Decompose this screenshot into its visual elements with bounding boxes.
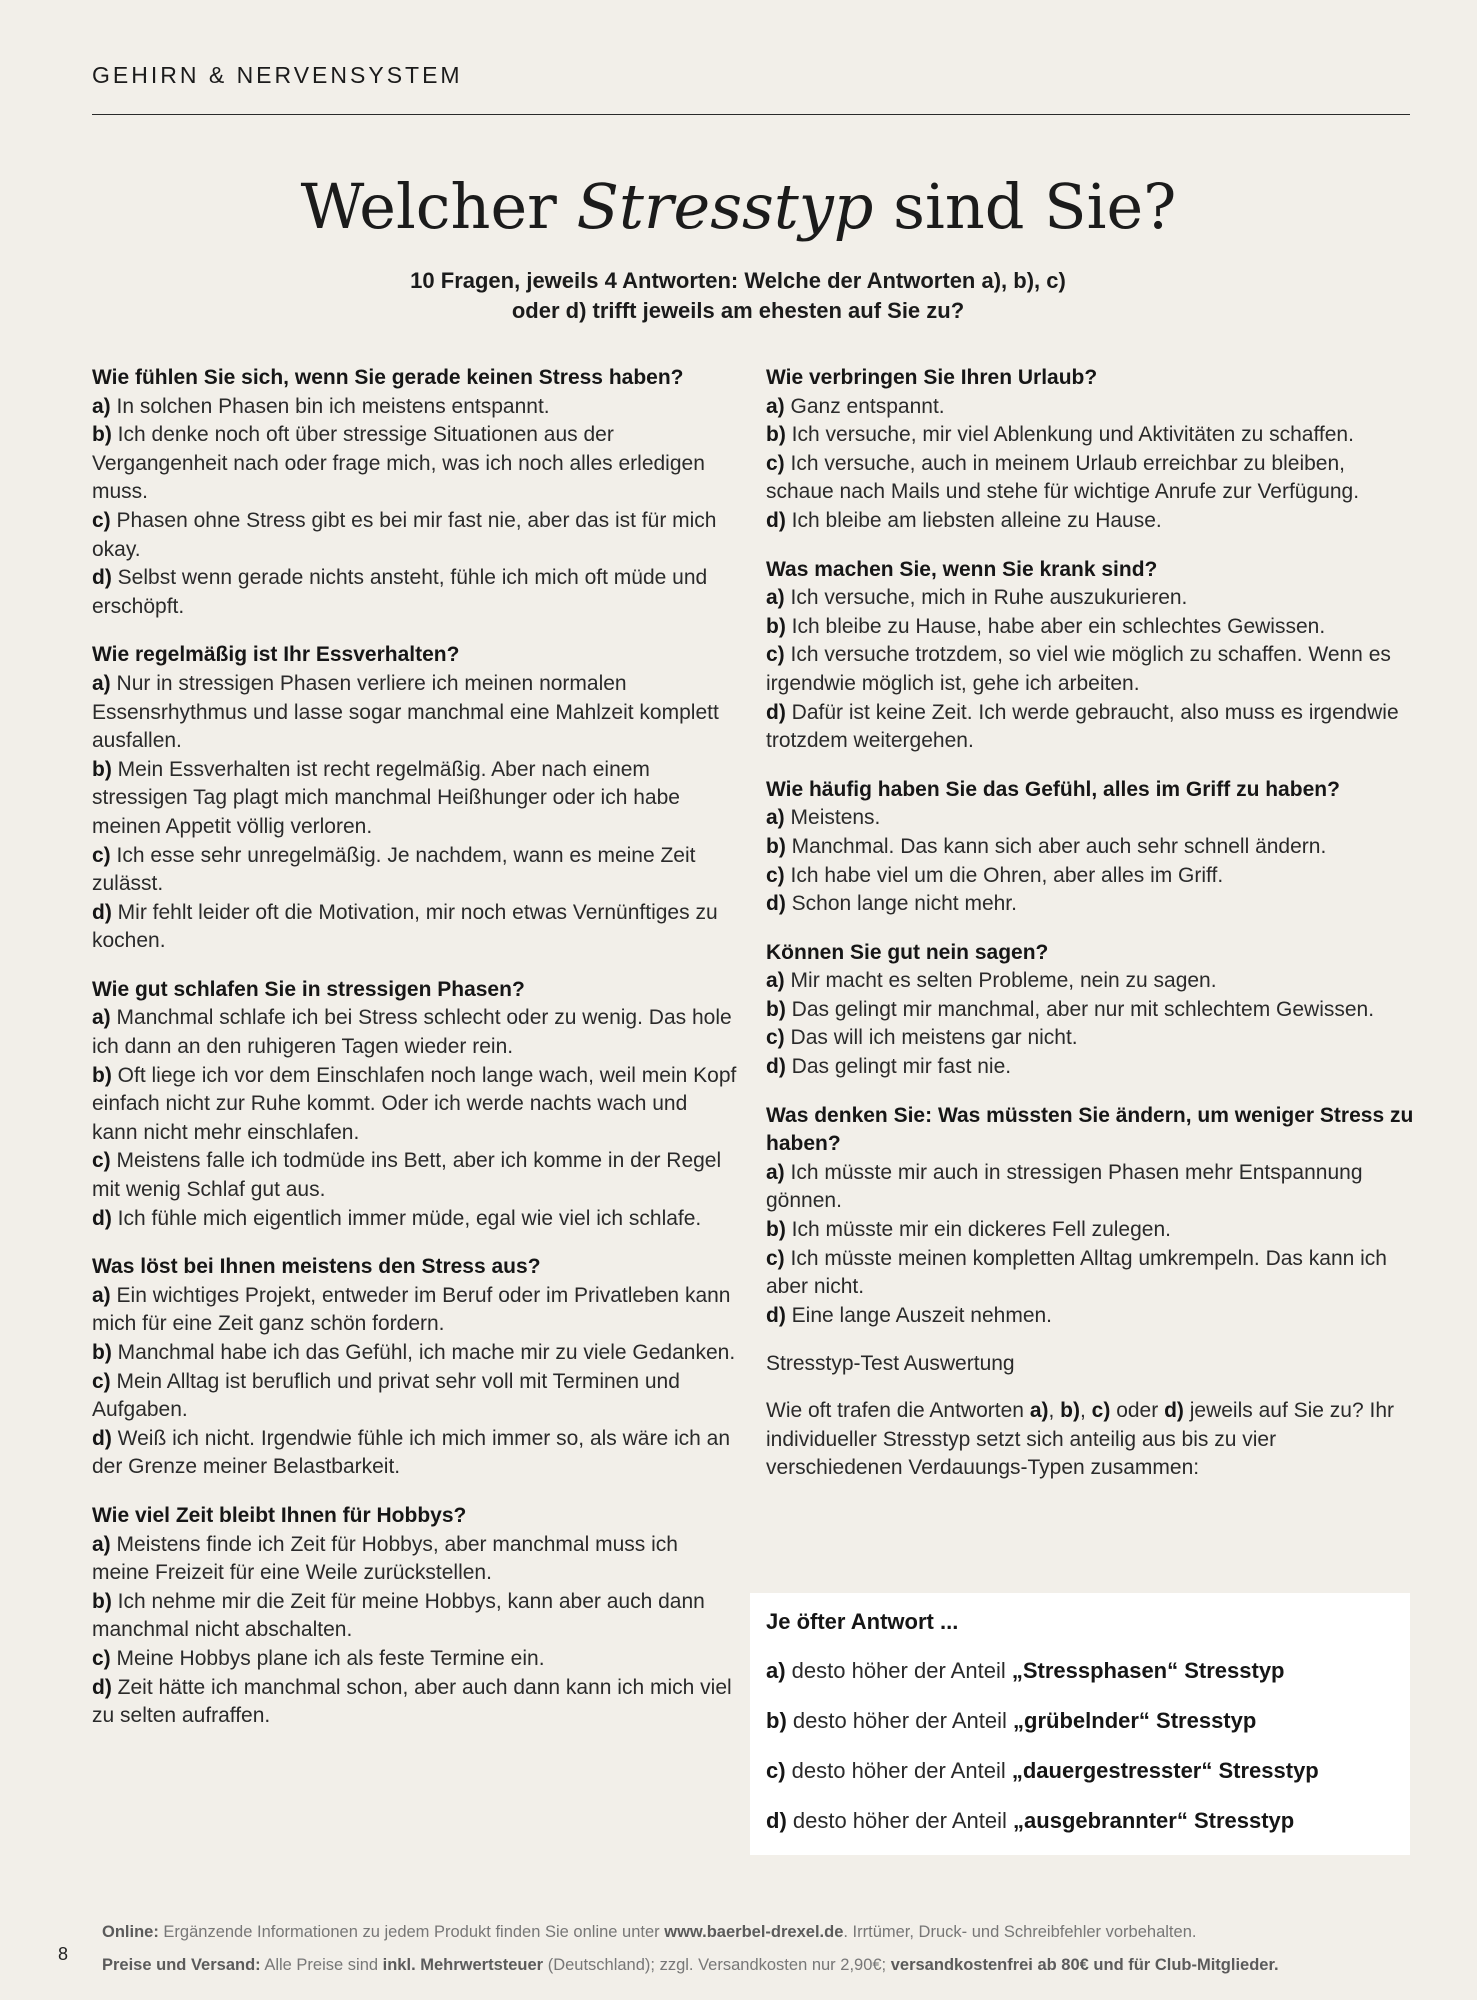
question-block — [766, 364, 1416, 536]
answer-option: a) Meistens finde ich Zeit für Hobbys, aber manchmal muss ich meine Freizeit für eine Weile zurückstellen. — [92, 1532, 678, 1585]
evaluation-text: Wie oft trafen die Antworten a), b), c) oder d) jeweils auf Sie zu? Ihr individueller Stresstyp setzt sich anteilig aus bis zu vier verschiedenen Verdauungs-Typen zusammen: — [766, 1399, 1394, 1480]
answer-option: c) Meistens falle ich todmüde ins Bett, aber ich komme in der Regel mit wenig Schlaf gut aus. — [92, 1149, 722, 1202]
answer-option: d) Ich bleibe am liebsten alleine zu Hause. — [766, 508, 1162, 532]
question-title: Wie gut schlafen Sie in stressigen Phasen? — [92, 977, 525, 1001]
questions-right-column — [766, 364, 1416, 1483]
question-block — [92, 641, 737, 956]
answer-option: d) Ich fühle mich eigentlich immer müde, egal wie viel ich schlafe. — [92, 1206, 702, 1230]
answer-option: d) Weiß ich nicht. Irgendwie fühle ich mich immer so, als wäre ich an der Grenze meiner Belastbarkeit. — [92, 1426, 731, 1479]
answer-option: b) Manchmal. Das kann sich aber auch sehr schnell ändern. — [766, 834, 1327, 858]
footer-prices-line: Preise und Versand: Alle Preise sind inkl. Mehrwertsteuer (Deutschland); zzgl. Versandkosten nur 2,90€; versandkostenfrei ab 80€ und für Club-Mitglieder. — [102, 1956, 1279, 1974]
result-row: c) desto höher der Anteil „dauergestresster“ Stresstyp — [766, 1758, 1319, 1783]
question-title: Wie fühlen Sie sich, wenn Sie gerade keinen Stress haben? — [92, 366, 684, 389]
page-number: 8 — [58, 1944, 69, 1964]
answer-option: a) Ich müsste mir auch in stressigen Phasen mehr Entspannung gönnen. — [766, 1160, 1363, 1213]
page-subtitle: 10 Fragen, jeweils 4 Antworten: Welche der Antworten a), b), c) oder d) trifft jeweils am ehesten auf Sie zu? — [410, 268, 1066, 323]
website-link[interactable]: www.baerbel-drexel.de — [664, 1923, 844, 1941]
answer-option: b) Das gelingt mir manchmal, aber nur mit schlechtem Gewissen. — [766, 997, 1375, 1021]
question-block — [766, 939, 1416, 1082]
answer-option: c) Ich müsste meinen kompletten Alltag umkrempeln. Das kann ich aber nicht. — [766, 1246, 1387, 1299]
answer-option: d) Zeit hätte ich manchmal schon, aber auch dann kann ich mich viel zu selten aufraffen. — [92, 1675, 732, 1728]
header-divider — [92, 114, 1410, 115]
answer-option: a) Ganz entspannt. — [766, 394, 945, 418]
answer-option: a) Meistens. — [766, 806, 881, 830]
question-title: Wie häufig haben Sie das Gefühl, alles im Griff zu haben? — [766, 777, 1340, 801]
answer-option: a) In solchen Phasen bin ich meistens entspannt. — [92, 394, 550, 418]
answer-option: c) Meine Hobbys plane ich als feste Termine ein. — [92, 1646, 545, 1670]
result-box-title: Je öfter Antwort ... — [766, 1609, 959, 1634]
result-box — [750, 1593, 1410, 1855]
answer-option: d) Dafür ist keine Zeit. Ich werde gebraucht, also muss es irgendwie trotzdem weitergehen. — [766, 700, 1399, 753]
question-title: Wie verbringen Sie Ihren Urlaub? — [766, 366, 1098, 389]
question-title: Was machen Sie, wenn Sie krank sind? — [766, 557, 1158, 581]
questions-left-column — [92, 364, 737, 1751]
question-title: Wie regelmäßig ist Ihr Essverhalten? — [92, 643, 460, 667]
answer-option: c) Ich esse sehr unregelmäßig. Je nachdem, wann es meine Zeit zulässt. — [92, 843, 696, 896]
footer — [102, 1916, 1422, 1982]
question-title: Können Sie gut nein sagen? — [766, 940, 1049, 964]
section-label: GEHIRN & NERVENSYSTEM — [92, 62, 463, 88]
answer-option: a) Ein wichtiges Projekt, entweder im Beruf oder im Privatleben kann mich für eine Zeit ganz schön fordern. — [92, 1283, 731, 1336]
question-block — [766, 556, 1416, 756]
question-block — [92, 364, 737, 621]
answer-option: b) Mein Essverhalten ist recht regelmäßig. Aber nach einem stressigen Tag plagt mich manchmal Heißhunger oder ich habe meinen Appetit völlig verloren. — [92, 757, 680, 838]
answer-option: d) Eine lange Auszeit nehmen. — [766, 1303, 1053, 1327]
question-block — [766, 776, 1416, 919]
answer-option: b) Ich nehme mir die Zeit für meine Hobbys, kann aber auch dann manchmal nicht abschalten. — [92, 1589, 705, 1642]
answer-option: a) Nur in stressigen Phasen verliere ich meinen normalen Essensrhythmus und lasse sogar manchmal eine Mahlzeit komplett ausfallen. — [92, 671, 719, 753]
question-block — [766, 1102, 1416, 1331]
answer-option: b) Ich denke noch oft über stressige Situationen aus der Vergangenheit nach oder frage mich, was ich noch alles erledigen muss. — [92, 423, 705, 504]
answer-option: d) Selbst wenn gerade nichts ansteht, fühle ich mich oft müde und erschöpft. — [92, 566, 708, 618]
question-title: Was denken Sie: Was müssten Sie ändern, um weniger Stress zu haben? — [766, 1103, 1414, 1156]
result-row: b) desto höher der Anteil „grübelnder“ Stresstyp — [766, 1708, 1257, 1733]
footer-online-line: Online: Ergänzende Informationen zu jedem Produkt finden Sie online unter www.baerbel-drexel.de. Irrtümer, Druck- und Schreibfehler vorbehalten. — [102, 1923, 1197, 1941]
result-row: d) desto höher der Anteil „ausgebrannter“ Stresstyp — [766, 1808, 1295, 1833]
page-title: Welcher Stresstyp sind Sie? — [300, 170, 1177, 243]
evaluation-heading: Stresstyp-Test Auswertung — [766, 1352, 1015, 1376]
answer-option: a) Manchmal schlafe ich bei Stress schlecht oder zu wenig. Das hole ich dann an den ruhigeren Tagen wieder rein. — [92, 1006, 732, 1059]
answer-option: b) Manchmal habe ich das Gefühl, ich mache mir zu viele Gedanken. — [92, 1341, 736, 1364]
question-block — [92, 1253, 737, 1482]
answer-option: a) Mir macht es selten Probleme, nein zu sagen. — [766, 969, 1217, 993]
question-title: Was löst bei Ihnen meistens den Stress aus? — [92, 1255, 541, 1279]
question-block — [92, 976, 737, 1233]
answer-option: c) Ich versuche, auch in meinem Urlaub erreichbar zu bleiben, schaue nach Mails und stehe für wichtige Anrufe zur Verfügung. — [766, 451, 1360, 504]
answer-option: b) Ich bleibe zu Hause, habe aber ein schlechtes Gewissen. — [766, 614, 1326, 638]
answer-option: a) Ich versuche, mich in Ruhe auszukurieren. — [766, 586, 1188, 610]
answer-option: b) Ich müsste mir ein dickeres Fell zulegen. — [766, 1218, 1171, 1242]
answer-option: c) Das will ich meistens gar nicht. — [766, 1026, 1078, 1050]
question-title: Wie viel Zeit bleibt Ihnen für Hobbys? — [92, 1503, 467, 1527]
answer-option: b) Ich versuche, mir viel Ablenkung und Aktivitäten zu schaffen. — [766, 423, 1354, 447]
answer-option: c) Phasen ohne Stress gibt es bei mir fast nie, aber das ist für mich okay. — [92, 508, 717, 561]
result-row: a) desto höher der Anteil „Stressphasen“ Stresstyp — [766, 1658, 1285, 1683]
answer-option: c) Mein Alltag ist beruflich und privat sehr voll mit Terminen und Aufgaben. — [92, 1369, 680, 1422]
answer-option: d) Mir fehlt leider oft die Motivation, mir noch etwas Vernünftiges zu kochen. — [92, 900, 718, 953]
answer-option: c) Ich versuche trotzdem, so viel wie möglich zu schaffen. Wenn es irgendwie möglich ist, gehe ich arbeiten. — [766, 643, 1391, 695]
answer-option: b) Oft liege ich vor dem Einschlafen noch lange wach, weil mein Kopf einfach nicht zur Ruhe kommt. Oder ich werde nachts wach und kann nicht mehr einschlafen. — [92, 1063, 737, 1144]
answer-option: d) Das gelingt mir fast nie. — [766, 1055, 1012, 1079]
question-block — [92, 1502, 737, 1731]
answer-option: d) Schon lange nicht mehr. — [766, 892, 1017, 916]
answer-option: c) Ich habe viel um die Ohren, aber alles im Griff. — [766, 863, 1224, 887]
